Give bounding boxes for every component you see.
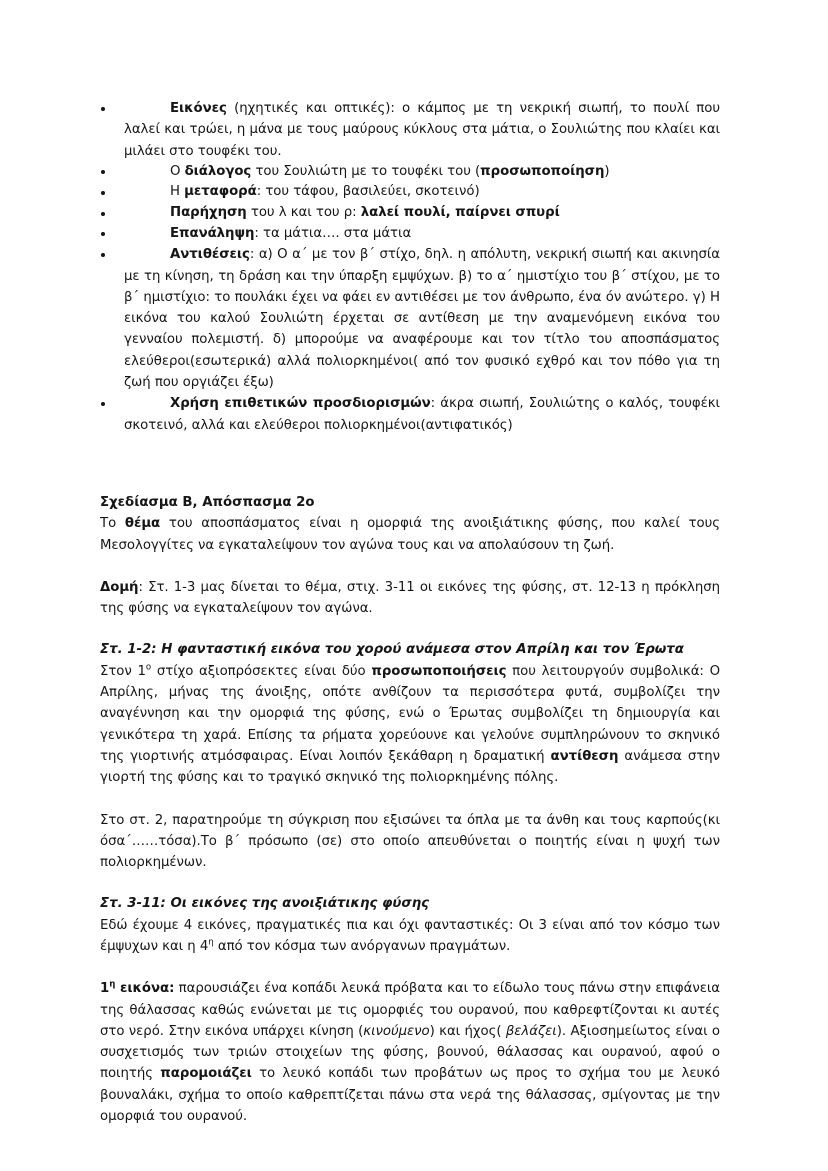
image-one-label: εικόνα:	[115, 981, 175, 997]
verses-1-2-section	[100, 639, 720, 873]
list-item-lead: Ο διάλογος	[170, 163, 252, 179]
section-b-heading: Σχεδίασμα Β, Απόσπασμα 2ο	[100, 494, 315, 510]
list-item	[100, 203, 720, 224]
list-item	[100, 162, 720, 183]
verses-3-11-heading: Στ. 3-11: Οι εικόνες της ανοιξιάτικης φύσης	[100, 896, 430, 912]
list-item-lead: Αντιθέσεις	[170, 247, 250, 263]
image-one-number: 1	[100, 981, 110, 997]
list-item-body: (ηχητικές και οπτικές): ο κάμπος με τη νεκρική σιωπή, το πουλί που λαλεί και τρώει, η μάνα με τους μαύρους κύκλους στα μάτια, ο Σουλιώτης που κλαίει και μιλάει στο τουφέκι του.	[124, 101, 720, 159]
simile-keyword: παρομοιάζει	[160, 1066, 252, 1082]
list-item	[100, 182, 720, 203]
list-item-lead: Επανάληψη	[170, 225, 255, 241]
structure-keyword: Δομή	[100, 579, 139, 595]
section-b-structure-paragraph: Δομή: Στ. 1-3 μας δίνεται το θέμα, στιχ. 3-11 οι εικόνες της φύσης, στ. 12-13 η πρόκληση της φύσης να εγκαταλείψουν τον αγώνα.	[100, 579, 720, 617]
verses-1-2-second-paragraph: Στο στ. 2, παρατηρούμε τη σύγκριση που εξισώνει τα όπλα με τα άνθη και τους καρπούς(κι όσα΄……τόσα).Το β΄ πρόσωπο (σε) στο οποίο απευθύνεται ο ποιητής είναι η ψυχή των πολιορκημένων.	[100, 812, 720, 871]
ordinal-superscript: η	[208, 937, 214, 948]
italic-term-kinoumeno: κινούμενο	[363, 1023, 430, 1039]
rhetorical-devices-list	[100, 98, 720, 436]
section-b-theme-paragraph: Το θέμα του αποσπάσματος είναι η ομορφιά της ανοιξιάτικης φύσης, που καλεί τους Μεσολογγίτες να εγκαταλείψουν τον αγώνα τους και να απολαύσουν τη ζωή.	[100, 516, 720, 553]
list-item-body: : τα μάτια…. στα μάτια	[254, 225, 412, 241]
verses-1-2-paragraph: Στον $1^o$ στίχο αξιοπρόσεκτες είναι δύο προσωποποιήσεις που λειτουργούν συμβολικά: Ο Απρίλης, μήνας της άνοιξης, οπότε ανθίζουν τα περισσότερα φυτά, συμβολίζει την αναγέννηση και την ομορφιά της φύσης, ενώ ο Έρωτας συμβολίζει τη δημιουργία και γενικότερα τη χαρά. Επίσης τα ρήματα χορεύουνε και γελούνε συμπληρώνουν το σκηνικό της γιορτινής ατμόσφαιρας. Είναι λοιπόν ξεκάθαρη η δραματική αντίθεση ανάμεσα στην γιορτή της φύσης και το τραγικό σκηνικό της πολιορκημένης πόλης.	[100, 662, 721, 786]
list-item-lead: Παρήχηση	[170, 205, 247, 221]
verses-1-2-heading: Στ. 1-2: Η φανταστική εικόνα του χορού ανάμεσα στον Απρίλη και τον Έρωτα	[100, 642, 684, 658]
verses-3-11-intro: Εδώ έχουμε 4 εικόνες, πραγματικές πια και όχι φανταστικές: Οι 3 είναι από τον κόσμο των έμψυχων και η $4^\eta$ από τον κόσμα των ανόργανων πραγμάτων.	[100, 917, 720, 954]
antithesis-keyword: αντίθεση	[550, 748, 619, 764]
paragraph-gap	[100, 957, 720, 978]
italic-term-velazei: βελάζει	[505, 1023, 557, 1039]
list-item-body: : του τάφου, βασιλεύει, σκοτεινό)	[256, 184, 480, 200]
section-b	[100, 492, 720, 619]
list-item	[100, 244, 720, 393]
list-item-body: : α) Ο α΄ με τον β΄ στίχο, δηλ. η απόλυτη, νεκρική σιωπή και ακινησία με τη κίνηση, τη δράση και την ύπαρξη εμψύχων. β) το α΄ ημιστίχιο του β΄ στίχου, με το β΄ ημιστίχιο: το πουλάκι έχει να φάει εν αντιθέσει με τον άνθρωπο, ένα όν ανώτερο. γ) Η εικόνα του καλού Σουλιώτη έρχεται σε αντίθεση με την αναμενόμενη εικόνα του γενναίου πολεμιστή. δ) μπορούμε να αναφέρουμε και τον τίτλο του αποσπάσματος ελεύθεροι(εσωτερικά) αλλά πολιορκημένοι( από τον φυσικό εχθρό και τον πόθο για τη ζωή που οργιάζει έξω)	[124, 247, 720, 391]
section-gap	[100, 619, 720, 639]
image-one-paragraph: $1^\eta$ εικόνα: παρουσιάζει ένα κοπάδι λευκά πρόβατα και το είδωλο τους πάνω στην επιφάνεια της θάλασσας καθώς ενώνεται με τις ομορφιές του ουρανού, που καθρεφτίζονται κι αυτές στο νερό. Στην εικόνα υπάρχει κίνηση (κινούμενο) και ήχος( βελάζει). Αξιοσημείωτος είναι ο συσχετισμός των τριών στοιχείων της φύσης, βουνού, θάλασσας και ουρανού, αφού ο ποιητής παρομοιάζει το λευκό κοπάδι των προβάτων ως προς το σχήμα του με λευκό βουναλάκι, σχήμα το οποίο καθρεπτίζεται πάνω στα νερά της θάλασσας, σμίγοντας με την ομορφιά του ουρανού.	[100, 979, 720, 1125]
list-item-body: : άκρα σιωπή, Σουλιώτης ο καλός, τουφέκι σκοτεινό, αλλά και ελεύθεροι πολιορκημένοι(αντιφατικός)	[124, 396, 720, 433]
personification-keyword: προσωποποιήσεις	[371, 663, 507, 679]
list-item-body: του Σουλιώτη με το τουφέκι του (προσωποποίηση)	[251, 163, 610, 179]
verses-3-11-section	[100, 893, 720, 1127]
list-item	[100, 393, 720, 436]
ordinal-superscript: η	[109, 979, 116, 990]
list-item-lead: Χρήση επιθετικών προσδιορισμών	[170, 396, 431, 412]
list-item-body: του λ και του ρ: λαλεί πουλί, παίρνει σπυρί	[246, 205, 560, 221]
list-item-lead: Εικόνες	[170, 101, 227, 116]
paragraph-gap	[100, 789, 720, 810]
ordinal-superscript: ο	[145, 662, 152, 673]
list-item-lead: Η μεταφορά	[170, 184, 257, 200]
theme-keyword: θέμα	[124, 516, 161, 532]
section-gap	[100, 436, 720, 492]
list-item	[100, 224, 720, 245]
list-item	[100, 98, 720, 162]
section-gap	[100, 873, 720, 893]
paragraph-gap	[100, 556, 720, 577]
